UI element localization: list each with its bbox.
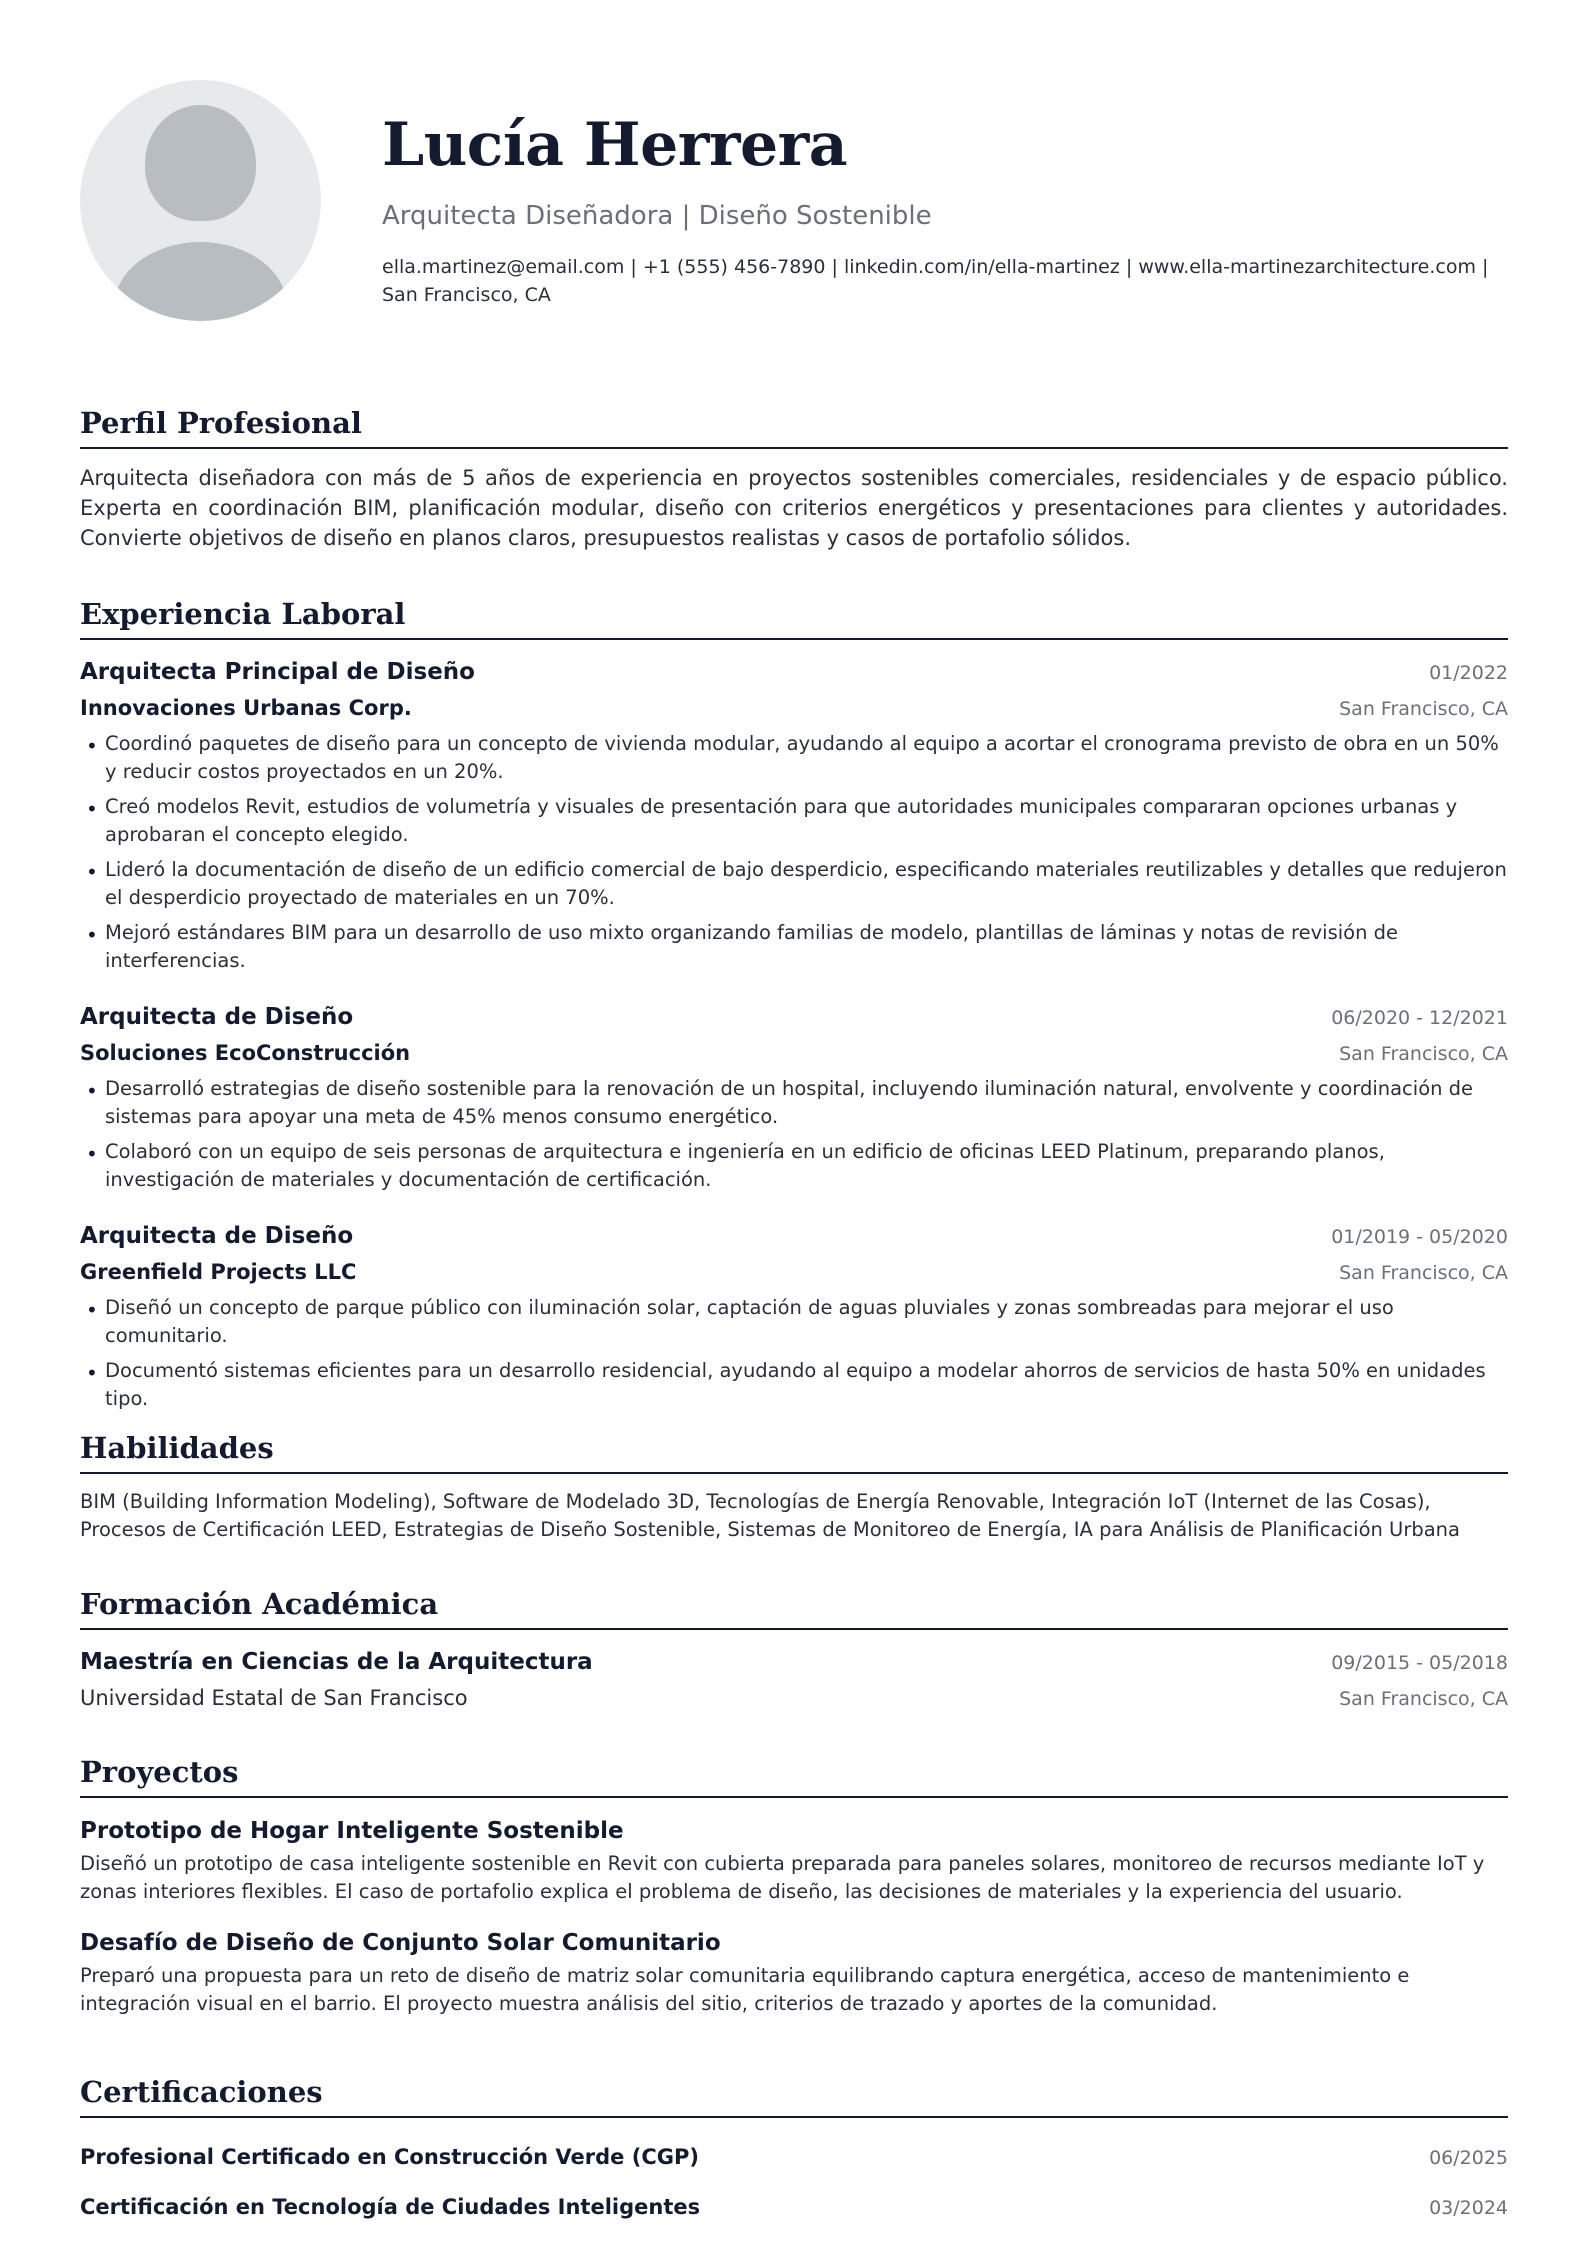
job-company: Soluciones EcoConstrucción: [80, 1041, 411, 1065]
bullet-item: • Documentó sistemas eficientes para un desarrollo residencial, ayudando al equipo a modelar ahorros de servicios de hasta 50% en unidades tipo.: [80, 1357, 1508, 1413]
job-location: San Francisco, CA: [1339, 698, 1508, 720]
certifications-section: [80, 2072, 1508, 2232]
job-entry: [80, 999, 1508, 1194]
project-title: Desafío de Diseño de Conjunto Solar Comunitario: [80, 1930, 721, 1956]
certification-name: Certificación en Tecnología de Ciudades Inteligentes: [80, 2195, 701, 2219]
section-heading: Certificaciones: [80, 2072, 1508, 2118]
header-text: [382, 105, 1508, 309]
job-entry: [80, 1218, 1508, 1413]
job-date: 01/2019 - 05/2020: [1331, 1226, 1508, 1248]
skills-section: [80, 1428, 1508, 1544]
certification-name: Profesional Certificado en Construcción Verde (CGP): [80, 2145, 699, 2169]
job-title: Arquitecta Principal de Diseño: [80, 659, 475, 685]
school-name: Universidad Estatal de San Francisco: [80, 1686, 468, 1710]
candidate-name: Lucía Herrera: [382, 110, 848, 180]
education-date: 09/2015 - 05/2018: [1331, 1652, 1508, 1674]
skills-text: BIM (Building Information Modeling), Software de Modelado 3D, Tecnologías de Energía Renovable, Integración IoT (Internet de las Cosas), Procesos de Certificación LEED, Estrategias de Diseño Sostenible, Sistemas de Monitoreo de Energía, IA para Análisis de Planificación Urbana: [80, 1490, 1460, 1541]
job-location: San Francisco, CA: [1339, 1262, 1508, 1284]
contact-info: ella.martinez@email.com | +1 (555) 456-7890 | linkedin.com/in/ella-martinez | www.ella-martinezarchitecture.com | San Francisco, CA: [382, 256, 1489, 306]
section-heading: Proyectos: [80, 1752, 1508, 1798]
avatar-body-shape: [114, 242, 287, 321]
job-bullets: [80, 730, 1508, 975]
bullet-item: • Diseñó un concepto de parque público con iluminación solar, captación de aguas pluviales y zonas sombreadas para mejorar el uso comunitario.: [80, 1294, 1508, 1350]
degree-title: Maestría en Ciencias de la Arquitectura: [80, 1649, 593, 1675]
certification-date: 06/2025: [1429, 2147, 1508, 2169]
job-date: 01/2022: [1429, 662, 1508, 684]
profile-section: [80, 403, 1508, 553]
bullet-item: • Coordinó paquetes de diseño para un concepto de vivienda modular, ayudando al equipo a acortar el cronograma previsto de obra en un 50% y reducir costos proyectados en un 20%.: [80, 730, 1508, 786]
section-heading: Experiencia Laboral: [80, 594, 1508, 640]
job-entry: [80, 654, 1508, 975]
job-date: 06/2020 - 12/2021: [1331, 1007, 1508, 1029]
bullet-item: • Lideró la documentación de diseño de un edificio comercial de bajo desperdicio, especificando materiales reutilizables y detalles que redujeron el desperdicio proyectado de materiales en un 70%.: [80, 856, 1508, 912]
avatar-head-shape: [145, 105, 256, 221]
job-location: San Francisco, CA: [1339, 1043, 1508, 1065]
certification-date: 03/2024: [1429, 2197, 1508, 2219]
project-description: Diseñó un prototipo de casa inteligente sostenible en Revit con cubierta preparada para paneles solares, monitoreo de recursos mediante IoT y zonas interiores flexibles. El caso de portafolio explica el problema de diseño, las decisiones de materiales y la experiencia del usuario.: [80, 1852, 1485, 1903]
bullet-item: • Creó modelos Revit, estudios de volumetría y visuales de presentación para que autoridades municipales compararan opciones urbanas y aprobaran el concepto elegido.: [80, 793, 1508, 849]
project-title: Prototipo de Hogar Inteligente Sostenible: [80, 1818, 624, 1844]
job-bullets: [80, 1075, 1508, 1194]
job-company: Greenfield Projects LLC: [80, 1260, 357, 1284]
profile-text: Arquitecta diseñadora con más de 5 años de experiencia en proyectos sostenibles comerciales, residenciales y de espacio público. Experta en coordinación BIM, planificación modular, diseño con criterios energéticos y presentaciones para clientes y autoridades. Convierte objetivos de diseño en planos claros, presupuestos realistas y casos de portafolio sólidos.: [80, 466, 1508, 550]
section-heading: Perfil Profesional: [80, 403, 1508, 449]
bullet-item: • Desarrolló estrategias de diseño sostenible para la renovación de un hospital, incluyendo iluminación natural, envolvente y coordinación de sistemas para apoyar una meta de 45% menos consumo energético.: [80, 1075, 1508, 1131]
job-bullets: [80, 1294, 1508, 1413]
resume-header: [80, 0, 1508, 370]
bullet-item: • Colaboró con un equipo de seis personas de arquitectura e ingeniería en un edificio de oficinas LEED Platinum, preparando planos, investigación de materiales y documentación de certificación.: [80, 1138, 1508, 1194]
section-heading: Formación Académica: [80, 1584, 1508, 1630]
job-title: Arquitecta de Diseño: [80, 1223, 354, 1249]
candidate-title: Arquitecta Diseñadora | Diseño Sostenible: [382, 201, 932, 231]
job-company: Innovaciones Urbanas Corp.: [80, 696, 412, 720]
job-title: Arquitecta de Diseño: [80, 1004, 354, 1030]
education-location: San Francisco, CA: [1339, 1688, 1508, 1710]
projects-section: [80, 1752, 1508, 2036]
section-heading: Habilidades: [80, 1428, 1508, 1474]
avatar-placeholder: [80, 80, 321, 321]
experience-section: [80, 594, 1508, 1437]
bullet-item: • Mejoró estándares BIM para un desarrollo de uso mixto organizando familias de modelo, plantillas de láminas y notas de revisión de interferencias.: [80, 919, 1508, 975]
project-description: Preparó una propuesta para un reto de diseño de matriz solar comunitaria equilibrando captura energética, acceso de mantenimiento e integración visual en el barrio. El proyecto muestra análisis del sitio, criterios de trazado y aportes de la comunidad.: [80, 1964, 1410, 2015]
education-section: [80, 1584, 1508, 1716]
